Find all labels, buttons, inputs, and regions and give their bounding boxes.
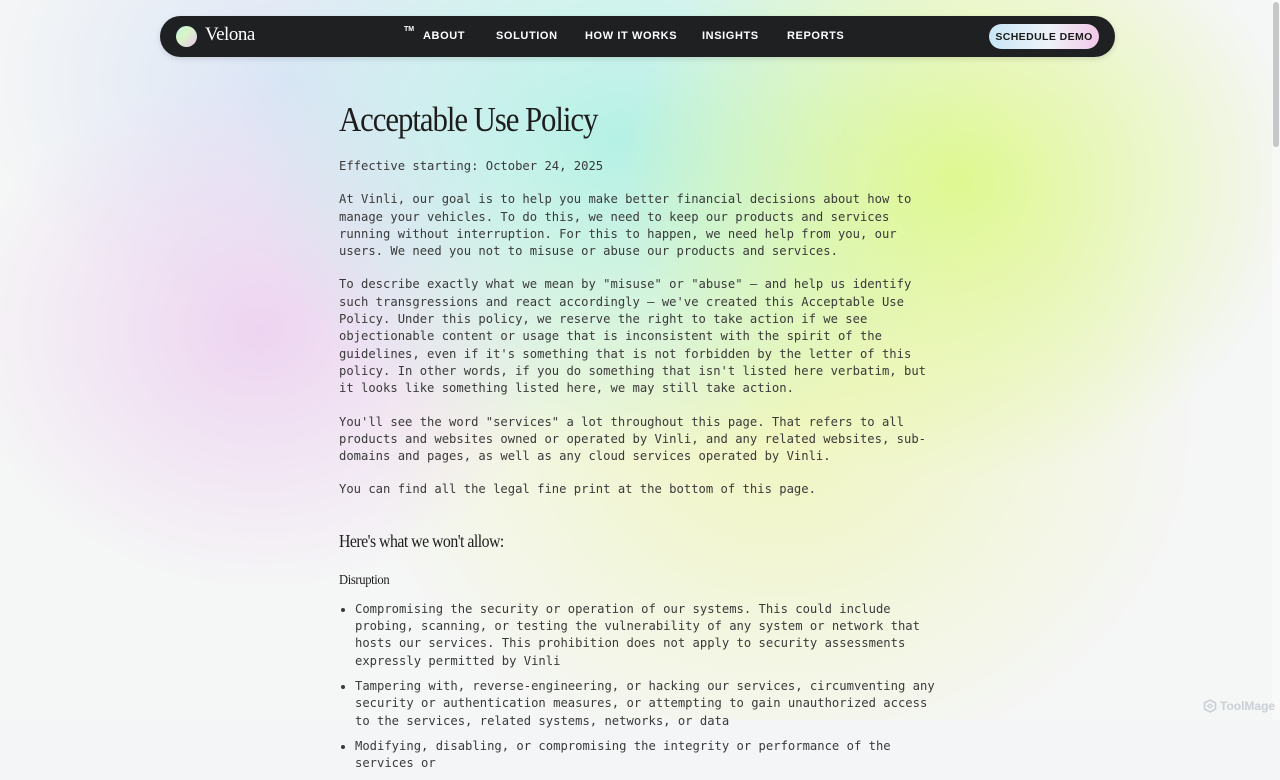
brand-trademark: TM <box>404 26 415 33</box>
policy-paragraph: At Vinli, our goal is to help you make better financial decisions about how to manage your vehicles. To do this, we need to keep our products and services running without interruption. For this to happen, we need help from you, our users. We need you not to misuse or abuse our products and services. <box>339 192 912 259</box>
subsection-heading-disruption: Disruption <box>339 572 390 588</box>
nav-link-solution[interactable]: SOLUTION <box>496 30 558 42</box>
watermark-logo-icon <box>1203 699 1217 713</box>
page-title: Acceptable Use Policy <box>339 100 598 139</box>
watermark-text: ToolMage <box>1220 699 1276 713</box>
effective-date: Effective starting: October 24, 2025 <box>339 159 604 173</box>
watermark <box>1203 699 1275 713</box>
page-scrollbar[interactable] <box>1272 0 1280 720</box>
policy-paragraph: To describe exactly what we mean by "misuse" or "abuse" — and help us identify such transgressions and react accordingly — we've created this Acceptable Use Policy. Under this policy, we reserve the right to take action if we see objectionable content or usage that is inconsistent with the spirit of the guidelines, even if it's something that is not forbidden by the letter of this policy. In other words, if you do something that isn't listed here verbatim, but it looks like something listed here, we may still take action. <box>339 277 926 396</box>
nav-link-how-it-works[interactable]: HOW IT WORKS <box>585 30 678 42</box>
top-navigation-bar <box>160 16 1115 57</box>
nav-link-about[interactable]: ABOUT <box>423 30 466 42</box>
brand-logo-icon[interactable] <box>176 26 197 47</box>
brand-name[interactable]: Velona <box>205 24 255 45</box>
nav-link-reports[interactable]: REPORTS <box>787 30 845 42</box>
list-item: • Tampering with, reverse-engineering, or hacking our services, circumventing any security or authentication measures, or attempting to gain unauthorized access to the services, related systems, networks, or data <box>355 678 941 730</box>
list-item: • Compromising the security or operation of our systems. This could include probing, scanning, or testing the vulnerability of any system or network that hosts our services. This prohibition does not apply to security assessments expressly permitted by Vinli <box>355 601 941 670</box>
policy-paragraph: You can find all the legal fine print at the bottom of this page. <box>339 482 816 497</box>
policy-content <box>339 100 941 780</box>
prohibited-list <box>339 601 941 773</box>
list-item: • Modifying, disabling, or compromising the integrity or performance of the services or <box>355 738 941 773</box>
section-heading: Here's what we won't allow: <box>339 530 504 551</box>
nav-link-insights[interactable]: INSIGHTS <box>702 30 759 42</box>
scrollbar-thumb[interactable] <box>1273 2 1279 147</box>
schedule-demo-button[interactable]: SCHEDULE DEMO <box>989 24 1099 49</box>
policy-paragraph: You'll see the word "services" a lot throughout this page. That refers to all products and websites owned or operated by Vinli, and any related websites, sub-domains and pages, as well as any cloud services operated by Vinli. <box>339 414 926 464</box>
